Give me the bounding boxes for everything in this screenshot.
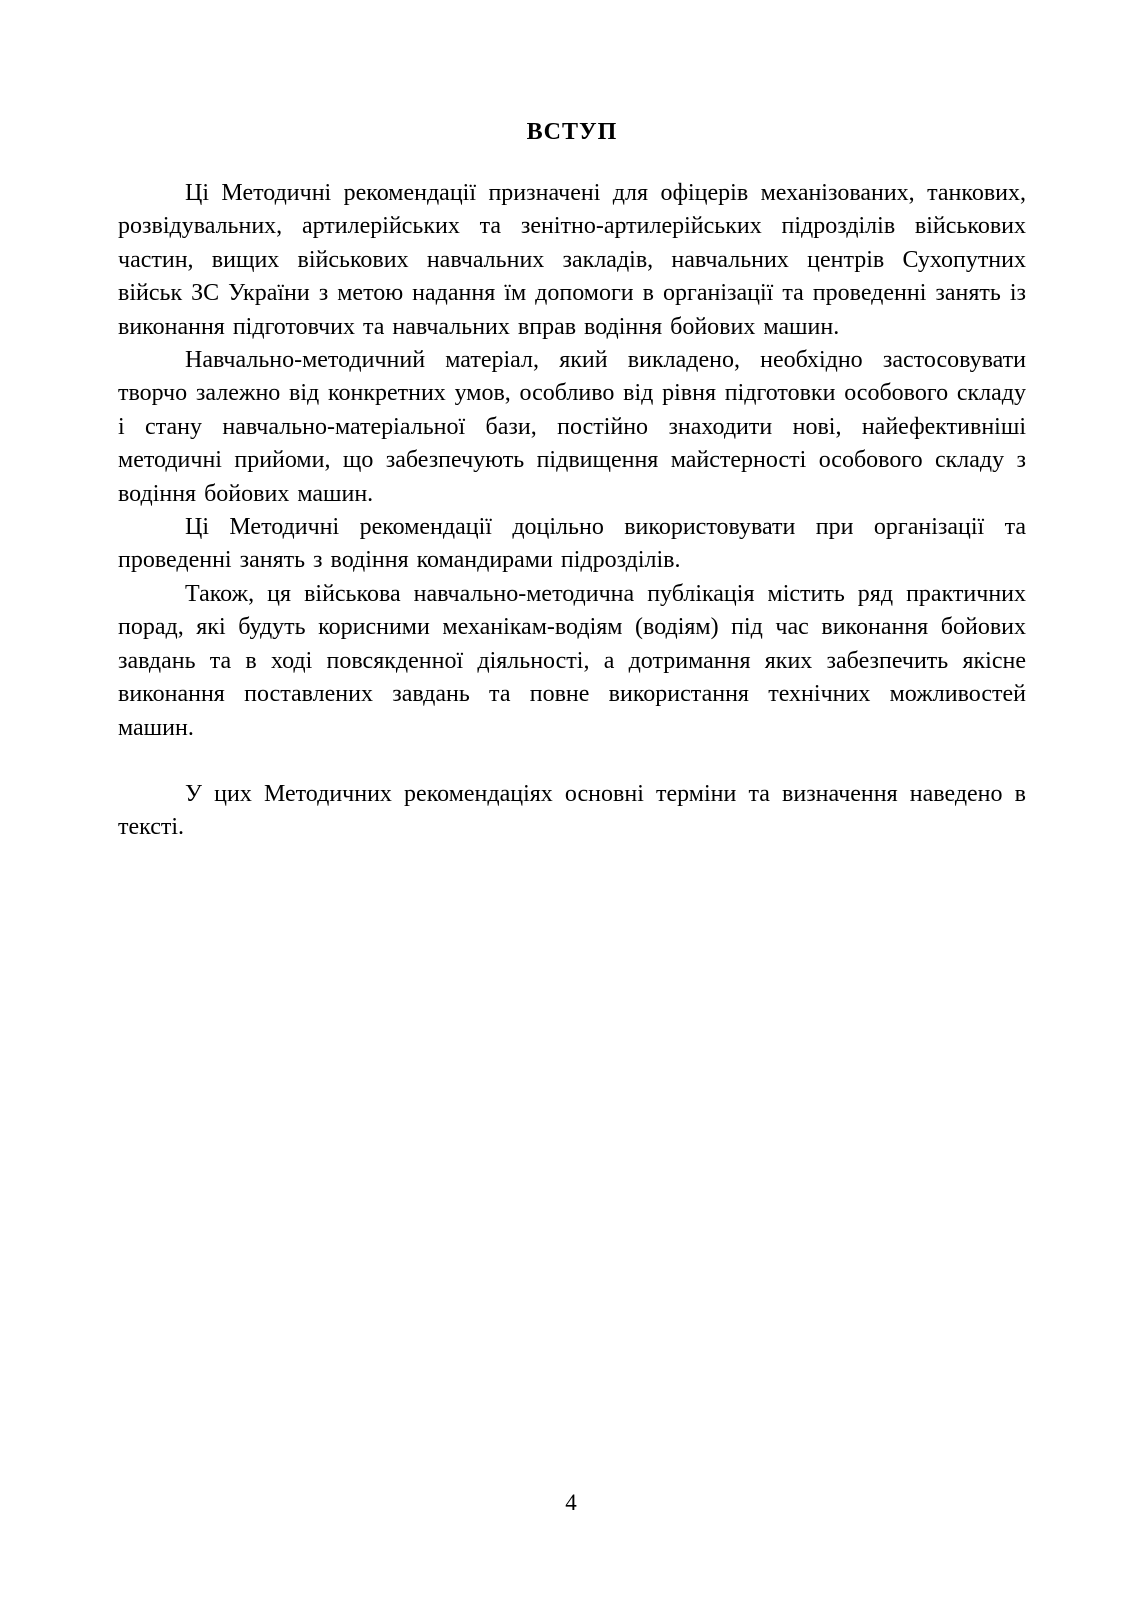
paragraph: Навчально-методичний матеріал, який викладено, необхідно застосовувати творчо залежно від конкретних умов, особливо від рівня підготовки особового складу і стану навчально-матеріальної бази, постійно знаходити нові, найефективніші методичні прийоми, що забезпечують підвищення майстерності особового складу з водіння бойових машин. [118,347,1026,507]
paragraph: Також, ця військова навчально-методична публікація містить ряд практичних порад, які будуть корисними механікам-водіям (водіям) під час виконання бойових завдань та в ході повсякденної діяльності, а дотримання яких забезпечить якісне виконання поставлених завдань та повне використання технічних можливостей машин. [118,580,1026,741]
paragraph: Ці Методичні рекомендації доцільно використовувати при організації та проведенні занять з водіння командирами підрозділів. [118,514,1026,574]
page-content [118,116,1026,845]
body-text [118,177,1026,845]
paragraph: Ці Методичні рекомендації призначені для офіцерів механізованих, танкових, розвідувальних, артилерійських та зенітно-артилерійських підрозділів військових частин, вищих військових навчальних закладів, навчальних центрів Сухопутних військ ЗС України з метою надання їм допомоги в організації та проведенні занять із виконання підготовчих та навчальних вправ водіння бойових машин. [118,180,1026,340]
page-number: 4 [565,1490,577,1515]
paragraph: У цих Методичних рекомендаціях основні терміни та визначення наведено в тексті. [118,780,1026,841]
page-title: ВСТУП [526,119,618,145]
